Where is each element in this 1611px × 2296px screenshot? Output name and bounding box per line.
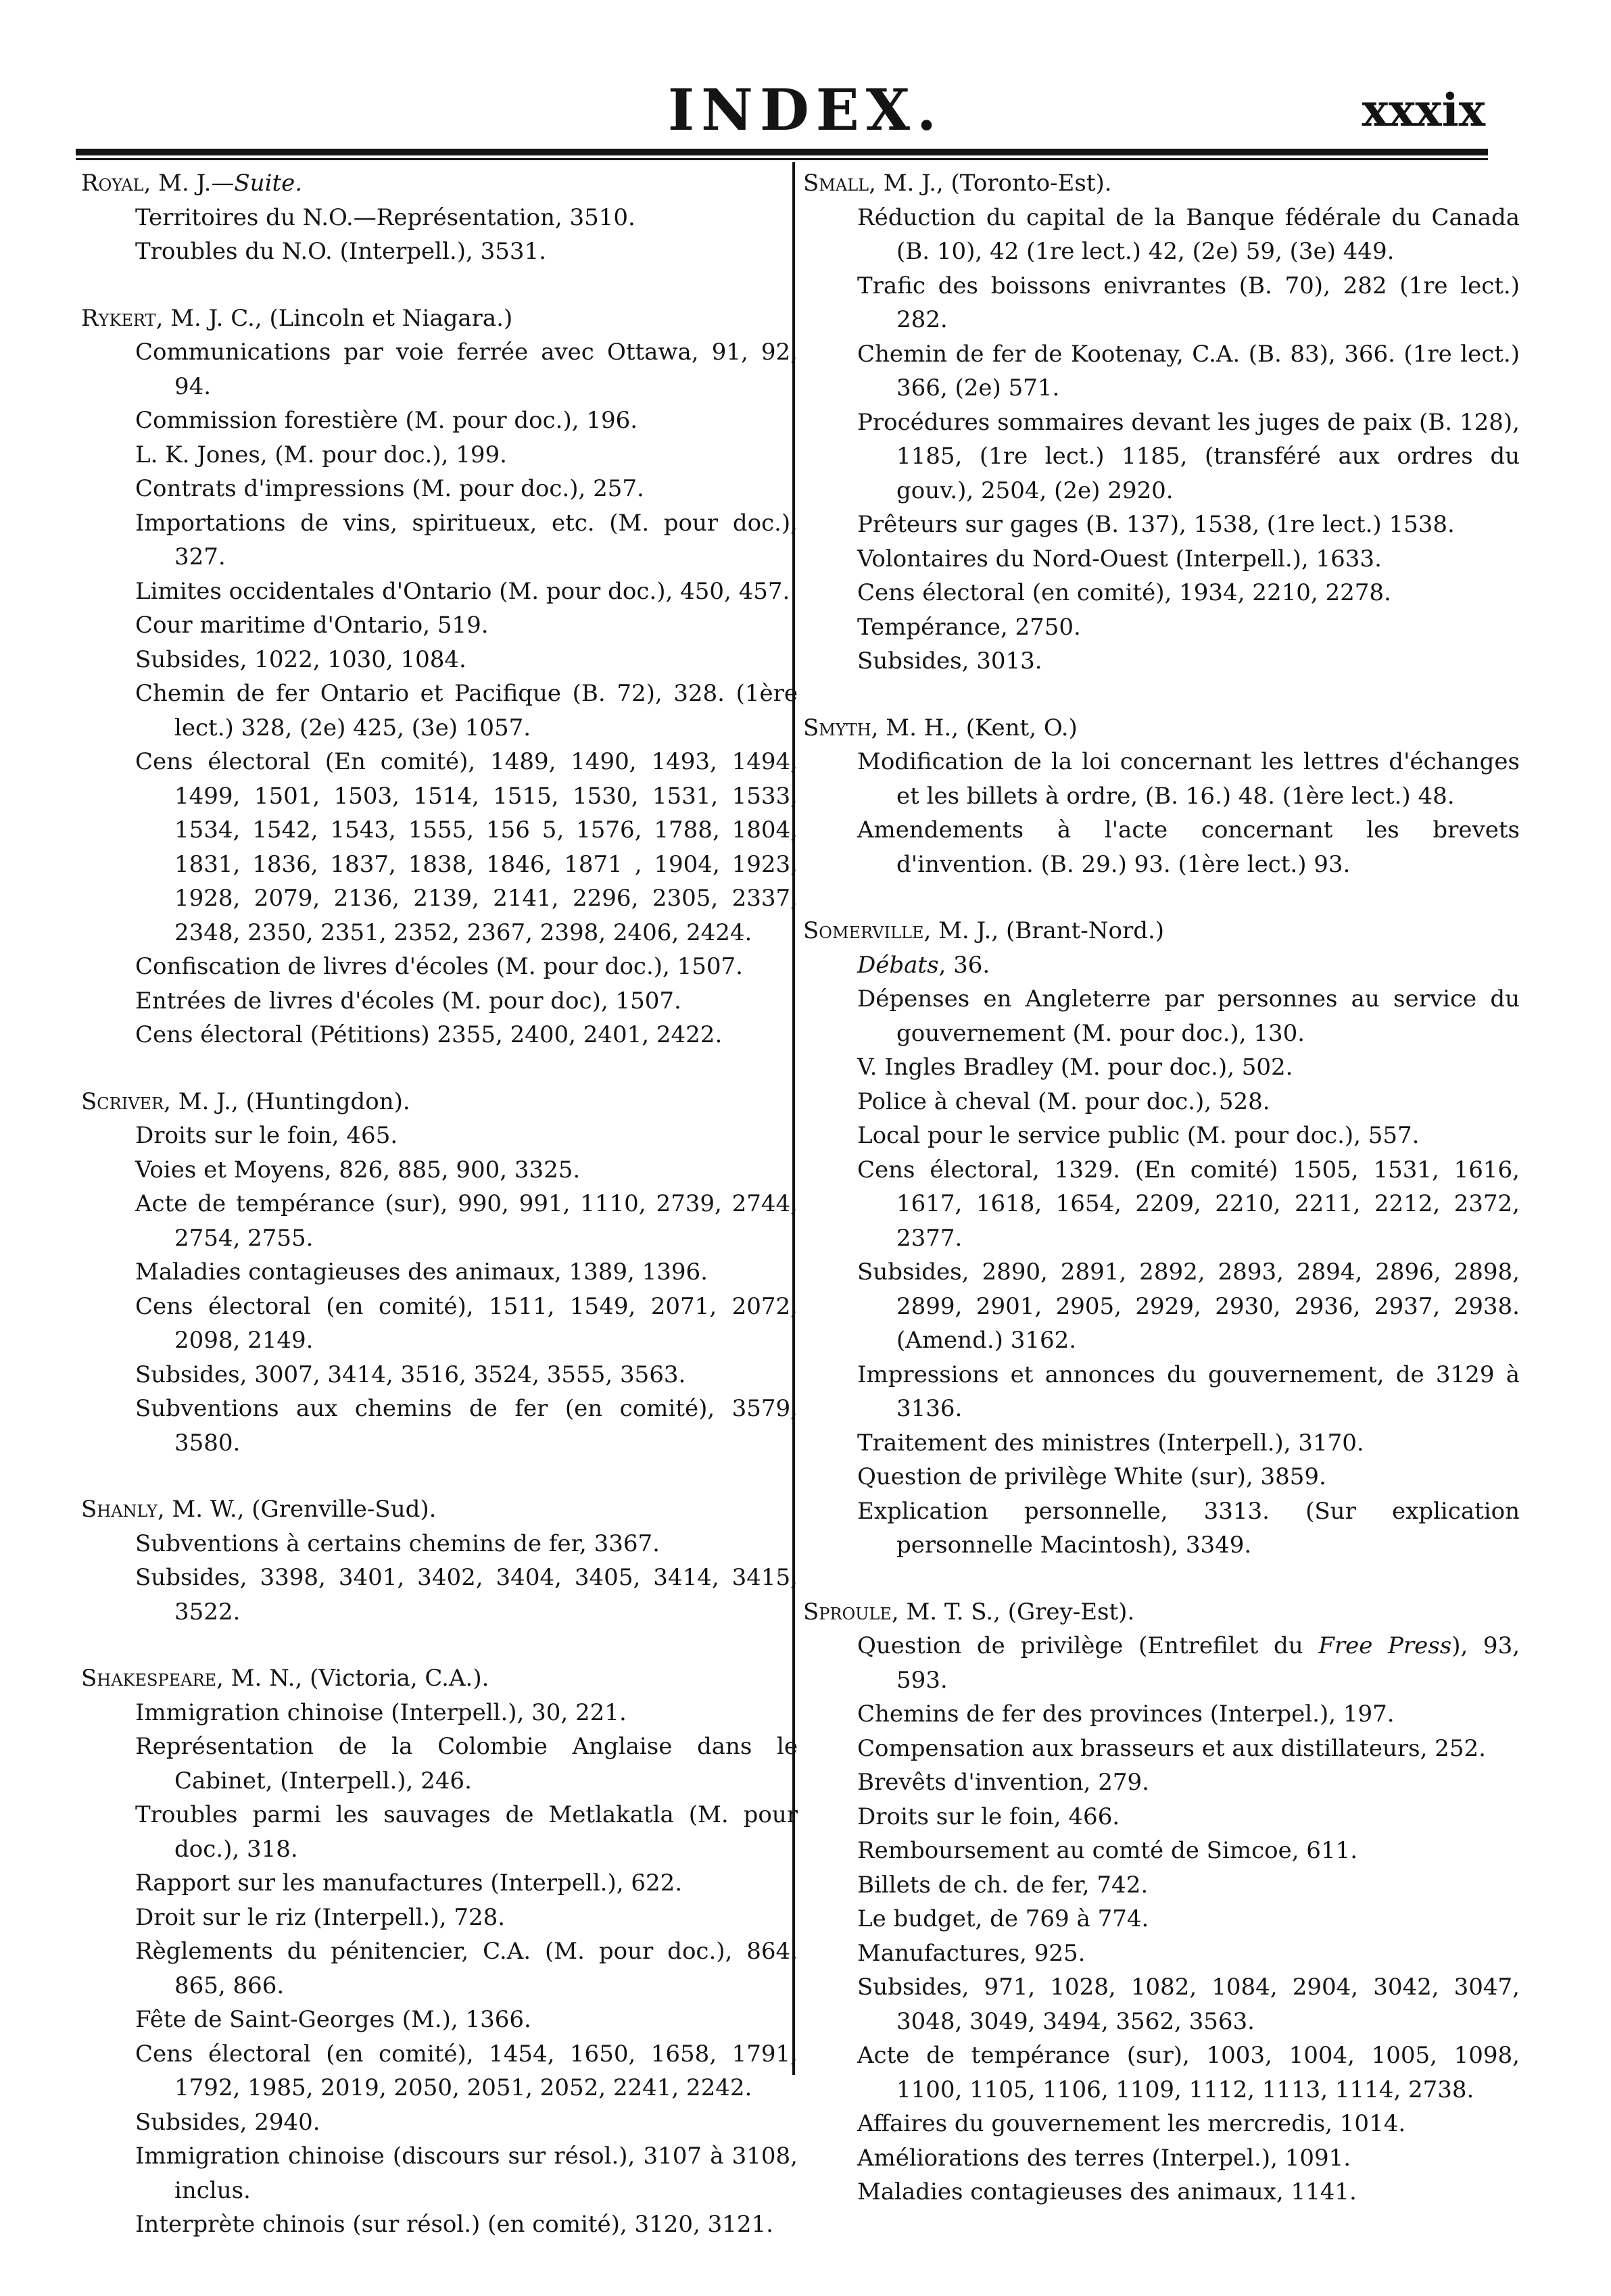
entry-subitem xyxy=(81,984,798,1019)
entry-subitem xyxy=(803,1732,1520,1766)
subitem-text: Dépenses en Angleterre par personnes au service du gouvernement (M. pour doc.), 130. xyxy=(857,985,1520,1047)
entry-debats xyxy=(803,948,1520,983)
entry-subitem xyxy=(803,1050,1520,1085)
entry-subitem xyxy=(81,950,798,984)
entry-subitem xyxy=(803,406,1520,508)
entry-details: , M. J., (Toronto-Est). xyxy=(869,170,1112,197)
subitem-text: Immigration chinoise (Interpell.), 30, 221. xyxy=(135,1699,627,1726)
entry-surname: Shakespeare xyxy=(81,1665,217,1692)
subitem-text: Police à cheval (M. pour doc.), 528. xyxy=(857,1088,1270,1115)
entry-details: , M. W., (Grenville-Sud). xyxy=(157,1496,437,1523)
entry-subitem xyxy=(81,1358,798,1392)
subitem-text: Procédures sommaires devant les juges de paix (B. 128), 1185, (1re lect.) 1185, (transféré aux ordres du gouv.), 2504, (2e) 2920. xyxy=(857,408,1520,504)
index-column-left xyxy=(81,166,798,2274)
entry-subitem xyxy=(803,1936,1520,1971)
entry-subitem xyxy=(803,813,1520,881)
entry-subitem xyxy=(81,404,798,438)
subitem-text: Interprète chinois (sur résol.) (en comité), 3120, 3121. xyxy=(135,2211,773,2238)
entry-surname: Smyth xyxy=(803,714,871,741)
entry-details: , M. T. S., (Grey-Est). xyxy=(891,1598,1135,1626)
subitem-text: Territoires du N.O.—Représentation, 3510. xyxy=(135,203,635,231)
entry-heading xyxy=(81,166,798,201)
entry-subitem xyxy=(803,1902,1520,1936)
entry-subitem xyxy=(81,2003,798,2037)
subitem-text: Chemin de fer de Kootenay, C.A. (B. 83), 366. (1re lect.) 366, (2e) 571. xyxy=(857,340,1520,401)
subitem-text: Question de privilège White (sur), 3859. xyxy=(857,1463,1326,1490)
debats-label: Débats xyxy=(857,951,939,979)
entry-subitem xyxy=(81,643,798,677)
subitem-text: Droit sur le riz (Interpell.), 728. xyxy=(135,1903,506,1931)
entry-subitem xyxy=(803,1697,1520,1732)
entry-subitem xyxy=(81,438,798,472)
entry-subitem xyxy=(81,1290,798,1358)
subitem-text: Subsides, 3007, 3414, 3516, 3524, 3555, 3563. xyxy=(135,1361,686,1388)
header-rule-thin xyxy=(76,158,1488,160)
entry-subitem xyxy=(81,575,798,609)
subitem-part: Question de privilège (Entrefilet du xyxy=(857,1632,1319,1659)
entry-subitem xyxy=(803,2175,1520,2209)
entry-heading xyxy=(803,711,1520,746)
entry-surname: Somerville xyxy=(803,917,924,944)
subitem-text: L. K. Jones, (M. pour doc.), 199. xyxy=(135,441,507,468)
entry-heading xyxy=(81,1492,798,1527)
subitem-text: Subventions aux chemins de fer (en comité), 3579, 3580. xyxy=(135,1395,798,1457)
index-entry xyxy=(81,301,798,1052)
entry-subitem xyxy=(81,677,798,745)
subitem-text: Représentation de la Colombie Anglaise dans le Cabinet, (Interpell.), 246. xyxy=(135,1733,798,1794)
entry-subitem xyxy=(803,610,1520,645)
entry-subitem xyxy=(803,542,1520,577)
entry-subitem xyxy=(803,508,1520,542)
entry-subitem xyxy=(803,2141,1520,2176)
entry-subitem xyxy=(81,1119,798,1153)
subitem-text: Acte de tempérance (sur), 1003, 1004, 1005, 1098, 1100, 1105, 1106, 1109, 1112, 1113, 1114, 2738. xyxy=(857,2042,1520,2103)
entry-subitem xyxy=(81,1901,798,1935)
entry-subitem xyxy=(81,2139,798,2207)
entry-subitem xyxy=(81,1527,798,1561)
index-entry xyxy=(81,1085,798,1461)
subitem-text: Importations de vins, spiritueux, etc. (M. pour doc.), 327. xyxy=(135,509,798,570)
index-entry xyxy=(81,1492,798,1629)
index-entry xyxy=(81,1661,798,2242)
entry-details: , M. H., (Kent, O.) xyxy=(871,714,1078,741)
subitem-text: Amendements à l'acte concernant les brevets d'invention. (B. 29.) 93. (1ère lect.) 93. xyxy=(857,816,1520,878)
entry-subitem xyxy=(803,1765,1520,1800)
subitem-text: Subsides, 3398, 3401, 3402, 3404, 3405, 3414, 3415, 3522. xyxy=(135,1564,798,1626)
entry-surname: Scriver xyxy=(81,1088,164,1115)
entry-subitem xyxy=(81,2037,798,2105)
subitem-text: Cens électoral (Pétitions) 2355, 2400, 2401, 2422. xyxy=(135,1021,723,1048)
subitem-text: Remboursement au comté de Simcoe, 611. xyxy=(857,1837,1358,1864)
entry-subitem xyxy=(803,1085,1520,1119)
entry-subitem xyxy=(81,2105,798,2140)
entry-subitem xyxy=(81,1934,798,2003)
entry-subitem xyxy=(803,1358,1520,1426)
entry-details: , M. N., (Victoria, C.A.). xyxy=(216,1665,489,1692)
entry-heading xyxy=(81,1661,798,1696)
subitem-text: Chemins de fer des provinces (Interpel.), 197. xyxy=(857,1701,1395,1728)
page-title: INDEX. xyxy=(667,76,944,143)
entry-subitem xyxy=(803,1426,1520,1461)
entry-subitem xyxy=(803,2107,1520,2141)
entry-subitem xyxy=(803,1834,1520,1868)
subitem-text: V. Ingles Bradley (M. pour doc.), 502. xyxy=(857,1054,1293,1081)
entry-surname: Small xyxy=(803,170,869,197)
entry-surname: Royal xyxy=(81,170,144,197)
subitem-text: Acte de tempérance (sur), 990, 991, 1110, 2739, 2744, 2754, 2755. xyxy=(135,1190,798,1252)
entry-subitem xyxy=(803,1460,1520,1494)
entry-subitem xyxy=(81,1153,798,1188)
subitem-text: Local pour le service public (M. pour doc.), 557. xyxy=(857,1122,1420,1149)
entry-subitem xyxy=(81,1798,798,1866)
subitem-text: Commission forestière (M. pour doc.), 196. xyxy=(135,407,638,434)
entry-surname: Shanly xyxy=(81,1496,158,1523)
entry-subitem xyxy=(81,745,798,950)
subitem-text: Entrées de livres d'écoles (M. pour doc), 1507. xyxy=(135,987,681,1015)
subitem-text: Manufactures, 925. xyxy=(857,1939,1086,1967)
entry-subitem xyxy=(803,1970,1520,2038)
entry-heading xyxy=(81,301,798,336)
entry-subitem xyxy=(803,1255,1520,1358)
entry-subitem xyxy=(803,1629,1520,1697)
subitem-text: Subventions à certains chemins de fer, 3367. xyxy=(135,1530,660,1557)
index-column-right xyxy=(803,166,1520,2242)
entry-subitem xyxy=(803,1494,1520,1563)
subitem-text: Subsides, 971, 1028, 1082, 1084, 2904, 3042, 3047, 3048, 3049, 3494, 3562, 3563. xyxy=(857,1974,1520,2035)
subitem-text: Brevêts d'invention, 279. xyxy=(857,1769,1149,1796)
subitem-text: Cens électoral (en comité), 1454, 1650, 1658, 1791, 1792, 1985, 2019, 2050, 2051, 2052, 2241, 2242. xyxy=(135,2040,798,2101)
entry-subitem xyxy=(81,472,798,506)
entry-subitem xyxy=(803,201,1520,269)
subitem-text: Impressions et annonces du gouvernement, de 3129 à 3136. xyxy=(857,1361,1520,1422)
subitem-text: Subsides, 2940. xyxy=(135,2108,320,2136)
entry-subitem xyxy=(81,1561,798,1629)
entry-subitem xyxy=(803,269,1520,337)
entry-subitem xyxy=(81,1696,798,1730)
entry-details: , M. J.— xyxy=(143,170,235,197)
entry-subitem xyxy=(81,201,798,235)
subitem-text: Fête de Saint-Georges (M.), 1366. xyxy=(135,2006,531,2033)
entry-subitem xyxy=(803,644,1520,679)
subitem-text: Le budget, de 769 à 774. xyxy=(857,1905,1149,1932)
subitem-text: Troubles parmi les sauvages de Metlakatla (M. pour doc.), 318. xyxy=(135,1801,798,1863)
entry-subitem xyxy=(81,506,798,575)
entry-subitem xyxy=(81,1866,798,1901)
entry-subitem xyxy=(803,1119,1520,1153)
entry-details: , M. J. C., (Lincoln et Niagara.) xyxy=(155,304,513,332)
index-entry xyxy=(81,166,798,269)
entry-subitem xyxy=(803,982,1520,1050)
subitem-text: Contrats d'impressions (M. pour doc.), 257. xyxy=(135,475,644,502)
entry-subitem xyxy=(81,1730,798,1798)
subitem-text: Trafic des boissons enivrantes (B. 70), 282 (1re lect.) 282. xyxy=(857,272,1520,333)
entry-heading xyxy=(803,166,1520,201)
subitem-text: Cens électoral, 1329. (En comité) 1505, 1531, 1616, 1617, 1618, 1654, 2209, 2210, 2211, 2212, 2372, 2377. xyxy=(857,1156,1520,1252)
subitem-text: Réduction du capital de la Banque fédérale du Canada (B. 10), 42 (1re lect.) 42, (2e) 59, (3e) 449. xyxy=(857,203,1520,265)
entry-subitem xyxy=(803,745,1520,813)
subitem-text: Confiscation de livres d'écoles (M. pour doc.), 1507. xyxy=(135,953,743,980)
subitem-text: Droits sur le foin, 465. xyxy=(135,1122,398,1149)
subitem-text: Explication personnelle, 3313. (Sur explication personnelle Macintosh), 3349. xyxy=(857,1497,1520,1559)
entry-subitem xyxy=(81,1187,798,1255)
header-rule-thick xyxy=(76,149,1488,155)
entry-subitem xyxy=(803,1868,1520,1903)
subitem-text: Cens électoral (en comité), 1934, 2210, 2278. xyxy=(857,579,1391,606)
entry-suffix: Suite. xyxy=(234,170,303,197)
subitem-text: Maladies contagieuses des animaux, 1141. xyxy=(857,2178,1357,2205)
subitem-text: Affaires du gouvernement les mercredis, 1014. xyxy=(857,2110,1406,2137)
entry-subitem xyxy=(803,337,1520,406)
subitem-text: Subsides, 1022, 1030, 1084. xyxy=(135,645,466,673)
index-entry xyxy=(803,711,1520,882)
subitem-text: Prêteurs sur gages (B. 137), 1538, (1re lect.) 1538. xyxy=(857,511,1455,538)
subitem-text: Immigration chinoise (discours sur résol.), 3107 à 3108, inclus. xyxy=(135,2143,798,2204)
subitem-text: Cens électoral (En comité), 1489, 1490, 1493, 1494, 1499, 1501, 1503, 1514, 1515, 1530, 1531, 1533, 1534, 1542, 1543, 1555, 156 5, 1576, 1788, 1804, 1831, 1836, 1837, 1838, 1846, 1871 , 1904, 1923, 1928, 2079, 2136, 2139, 2141, 2296, 2305, 2337, 2348, 2350, 2351, 2352, 2367, 2398, 2406, 2424. xyxy=(135,748,798,946)
subitem-text: Modification de la loi concernant les lettres d'échanges et les billets à ordre, (B. 16.) 48. (1ère lect.) 48. xyxy=(857,748,1520,810)
entry-subitem xyxy=(81,335,798,404)
subitem-text: Voies et Moyens, 826, 885, 900, 3325. xyxy=(135,1156,581,1183)
subitem-text: Règlements du pénitencier, C.A. (M. pour doc.), 864. 865, 866. xyxy=(135,1938,798,1999)
debats-line xyxy=(857,948,1520,983)
subitem-text: Améliorations des terres (Interpel.), 1091. xyxy=(857,2144,1351,2172)
subitem-text: Subsides, 2890, 2891, 2892, 2893, 2894, 2896, 2898, 2899, 2901, 2905, 2929, 2930, 2936, 2937, 2938. (Amend.) 3162. xyxy=(857,1259,1520,1354)
entry-heading xyxy=(81,1085,798,1119)
entry-subitem xyxy=(81,1018,798,1052)
entry-subitem xyxy=(81,1392,798,1460)
index-entry xyxy=(803,1595,1520,2209)
entry-heading xyxy=(803,914,1520,948)
subitem-text: Droits sur le foin, 466. xyxy=(857,1803,1120,1830)
subitem-text: Troubles du N.O. (Interpell.), 3531. xyxy=(135,238,546,265)
entry-subitem xyxy=(803,576,1520,610)
subitem-text xyxy=(857,1629,1520,1697)
entry-details: , M. J., (Brant-Nord.) xyxy=(923,917,1165,944)
index-entry xyxy=(803,166,1520,679)
subitem-text: Communications par voie ferrée avec Ottawa, 91, 92, 94. xyxy=(135,339,798,400)
subitem-text: Traitement des ministres (Interpell.), 3170. xyxy=(857,1429,1364,1457)
subitem-text: Maladies contagieuses des animaux, 1389, 1396. xyxy=(135,1259,708,1286)
subitem-text: Volontaires du Nord-Ouest (Interpell.), 1633. xyxy=(857,545,1382,572)
entry-subitem xyxy=(803,1153,1520,1256)
entry-heading xyxy=(803,1595,1520,1630)
entry-details: , M. J., (Huntingdon). xyxy=(164,1088,410,1115)
entry-subitem xyxy=(81,235,798,269)
debats-pages: , 36. xyxy=(938,951,990,979)
subitem-text: Compensation aux brasseurs et aux distillateurs, 252. xyxy=(857,1734,1486,1762)
entry-subitem xyxy=(81,608,798,643)
subitem-text: Subsides, 3013. xyxy=(857,648,1042,675)
subitem-text: Rapport sur les manufactures (Interpell.), 622. xyxy=(135,1870,683,1897)
subitem-text: Cour maritime d'Ontario, 519. xyxy=(135,612,489,639)
subitem-text: Chemin de fer Ontario et Pacifique (B. 72), 328. (1ère lect.) 328, (2e) 425, (3e) 1057. xyxy=(135,680,798,741)
subitem-text: Cens électoral (en comité), 1511, 1549, 2071, 2072, 2098, 2149. xyxy=(135,1292,798,1354)
entry-subitem xyxy=(81,2207,798,2242)
entry-subitem xyxy=(803,1800,1520,1834)
subitem-text: Limites occidentales d'Ontario (M. pour doc.), 450, 457. xyxy=(135,577,790,605)
newspaper-title: Free Press xyxy=(1318,1632,1452,1659)
entry-subitem xyxy=(803,2038,1520,2107)
subitem-text: Billets de ch. de fer, 742. xyxy=(857,1871,1149,1899)
entry-subitem xyxy=(81,1255,798,1290)
page-number: xxxix xyxy=(1362,84,1485,137)
entry-surname: Rykert xyxy=(81,304,156,332)
subitem-part: ), 93, 593. xyxy=(896,1632,1520,1694)
entry-surname: Sproule xyxy=(803,1598,892,1626)
index-entry xyxy=(803,914,1520,1563)
subitem-text: Tempérance, 2750. xyxy=(857,613,1081,641)
